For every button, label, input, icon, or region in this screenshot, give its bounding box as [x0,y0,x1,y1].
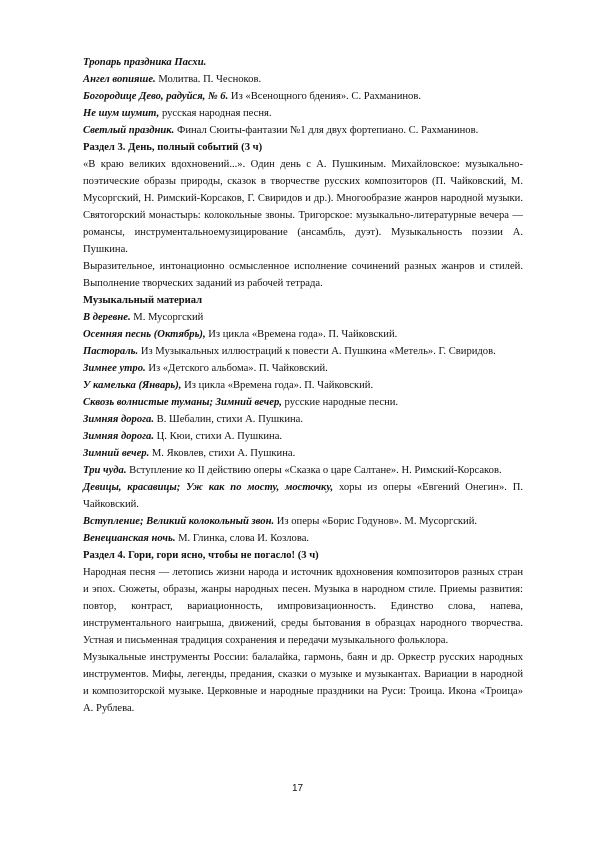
entry-text: М. Мусоргский [130,312,204,323]
entry-zimny-vecher [83,445,523,462]
entry-ne-shum [83,105,523,122]
entry-vstuplenie [83,513,523,530]
entry-title: Зимнее утро. [83,363,146,374]
entry-title: Зимний вечер. [83,448,150,459]
entry-osennyaya [83,326,523,343]
entry-title: Светлый праздник. [83,125,175,136]
entry-title: Сквозь волнистые туманы; Зимний вечер, [83,397,282,408]
entry-text: Из «Всенощного бдения». С. Рахманинов. [228,91,421,102]
entry-title: У камелька (Январь), [83,380,182,391]
entry-pastoral [83,343,523,360]
entry-skvoz [83,394,523,411]
entry-text: Из Музыкальных иллюстраций к повести А. Пушкина «Метель». Г. Свиридов. [138,346,496,357]
entry-title: В деревне. [83,312,131,323]
entry-text: Ц. Кюи, стихи А. Пушкина. [154,431,283,442]
music-material-heading: Музыкальный материал [83,295,203,306]
entry-text: М. Яковлев, стихи А. Пушкина. [149,448,296,459]
entry-text: русская народная песня. [159,108,272,119]
entry-zimnyaya-doroga-shebalin [83,411,523,428]
entry-text: Вступление ко II действию оперы «Сказка о царе Салтане». Н. Римский-Корсаков. [126,465,502,476]
entry-svetly [83,122,523,139]
section-3-paragraph-2: Выразительное, интонационно осмысленное исполнение сочинений разных жанров и стилей. Выполнение творческих заданий из рабочей тетрадa. [83,261,523,289]
entry-v-derevne [83,309,523,326]
entry-text: Финал Сюиты-фантазии №1 для двух фортепиано. С. Рахманинов. [174,125,479,136]
entry-tri-chuda [83,462,523,479]
entry-troparion [83,54,523,71]
section-4-paragraph-1: Народная песня — летопись жизни народа и источник вдохновения композиторов разных стран и эпох. Сюжеты, образы, жанры народных песен. Музыка в народном стиле. Приемы развития: повтор, контраст, вариационность, импровизационность. Единство слова, напева, инструментального наигрыша, движений, среды бытования в образцах народного творчества. Устная и письменная традиция сохранения и передачи музыкального фольклора. [83,567,523,646]
entry-text: Из цикла «Времена года». П. Чайковский. [181,380,374,391]
entry-text: Из оперы «Борис Годунов». М. Мусоргский. [274,516,478,527]
entry-title: Девицы, красавицы; Уж как по мосту, мосточку, [83,482,334,493]
entry-venetsianskaya [83,530,523,547]
section-heading-3: Раздел 3. День, полный событий (3 ч) [83,142,263,153]
entry-title: Тропарь праздника Пасхи. [83,57,207,68]
entry-text: хоры из оперы «Евгений Онегин». П. Чайковский. [83,482,523,510]
entry-angel [83,71,523,88]
entry-text: русские народные песни. [281,397,399,408]
entry-zimnee-utro [83,360,523,377]
entry-title: Зимняя дорога. [83,414,154,425]
entry-title: Пастораль. [83,346,139,357]
section-4-paragraph-2: Музыкальные инструменты России: балалайка, гармонь, баян и др. Оркестр русских народных инструментов. Мифы, легенды, предания, сказки о музыке и музыкантах. Вариации в народной и композиторской музыке. Церковные и народные праздники на Руси: Троица. Икона «Троица» А. Рублева. [83,652,523,714]
entry-text: Из «Детского альбома». П. Чайковский. [145,363,328,374]
entry-text: М. Глинка, слова И. Козлова. [175,533,310,544]
entry-title: Вступление; Великий колокольный звон. [83,516,275,527]
entry-title: Ангел вопияше. [83,74,156,85]
entry-text: Молитва. П. Чесноков. [155,74,262,85]
entry-text: Из цикла «Времена года». П. Чайковский. [205,329,398,340]
entry-devitsy [83,479,523,513]
section-heading-4: Раздел 4. Гори, гори ясно, чтобы не погасло! (3 ч) [83,550,319,561]
entry-title: Богородице Дево, радуйся, № 6. [83,91,229,102]
page-content [83,54,523,717]
entry-u-kamelka [83,377,523,394]
page-number: 17 [291,783,304,794]
entry-title: Зимняя дорога. [83,431,154,442]
entry-title: Три чуда. [83,465,127,476]
entry-title: Не шум шумит, [83,108,160,119]
section-3-paragraph-1: «В краю великих вдохновений...». Один день с А. Пушкиным. Михайловское: музыкально-поэтические образы природы, сказок в творчестве русских композиторов (П. Чайковский, М. Мусоргский, Н. Римский-Корсаков, Г. Свиридов и др.). Многообразие жанров народной музыки. Святогорский монастырь: колокольные звоны. Тригорское: музыкально-литературные вечера — романсы, инструментальноемузицирование (ансамбль, дуэт). Музыкальность поэзии А. Пушкина. [83,159,523,255]
entry-zimnyaya-doroga-kyui [83,428,523,445]
entry-text: В. Шебалин, стихи А. Пушкина. [154,414,304,425]
entry-title: Осенняя песнь (Октябрь), [83,329,206,340]
entry-bogoroditse [83,88,523,105]
entry-title: Венецианская ночь. [83,533,176,544]
